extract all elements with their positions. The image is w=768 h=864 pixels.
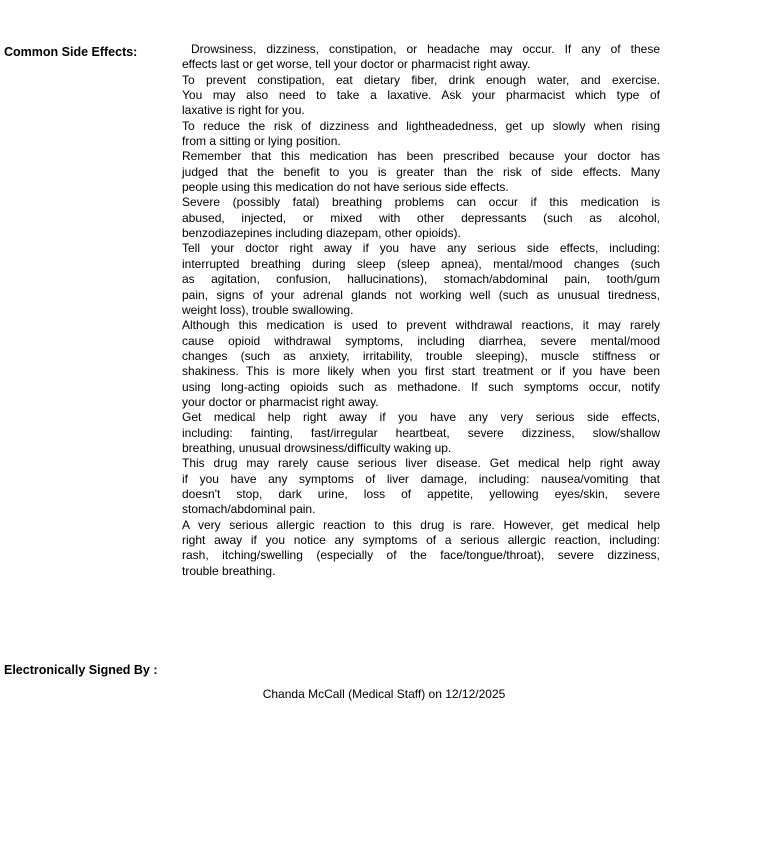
text-line: pain, signs of your adrenal glands not working well (such as unusual tiredness,	[182, 287, 660, 302]
text-line: if you have any symptoms of liver damage, including: nausea/vomiting that	[182, 471, 660, 486]
paragraph	[182, 456, 660, 517]
text-line: benzodiazepines including diazepam, other opioids).	[182, 226, 461, 241]
text-line: A very serious allergic reaction to this drug is rare. However, get medical help	[182, 517, 660, 532]
common-side-effects-label: Common Side Effects:	[4, 45, 138, 59]
text-line: cause opioid withdrawal symptoms, including diarrhea, severe mental/mood	[182, 333, 660, 348]
text-line: Severe (possibly fatal) breathing problems can occur if this medication is	[182, 195, 660, 210]
text-line: breathing, unusual drowsiness/difficulty waking up.	[182, 440, 452, 455]
text-line: including: fainting, fast/irregular heartbeat, severe dizziness, slow/shallow	[182, 425, 660, 440]
signature-value: Chanda McCall (Medical Staff) on 12/12/2025	[262, 687, 506, 701]
text-line: stomach/abdominal pain.	[182, 502, 316, 517]
text-line: right away if you notice any symptoms of a serious allergic reaction, including:	[182, 533, 660, 547]
text-line: To reduce the risk of dizziness and lightheadedness, get up slowly when rising	[182, 118, 660, 133]
text-line: Get medical help right away if you have any very serious side effects,	[182, 410, 660, 425]
text-line: your doctor or pharmacist right away.	[182, 394, 379, 409]
text-line: Drowsiness, dizziness, constipation, or headache may occur. If any of these	[191, 42, 660, 56]
text-line: judged that the benefit to you is greater than the risk of side effects. Many	[182, 164, 660, 179]
paragraph	[182, 241, 660, 318]
text-line: people using this medication do not have serious side effects.	[182, 180, 509, 195]
text-line: trouble breathing.	[182, 563, 276, 578]
text-line: shakiness. This is more likely when you first start treatment or if you have been	[182, 364, 660, 379]
text-line: Tell your doctor right away if you have any serious side effects, including:	[182, 241, 660, 256]
paragraph	[182, 73, 660, 119]
paragraph	[182, 518, 660, 579]
paragraph	[182, 318, 660, 410]
text-line: interrupted breathing during sleep (sleep apnea), mental/mood changes (such	[182, 256, 660, 271]
text-line: Although this medication is used to prevent withdrawal reactions, it may rarely	[182, 318, 660, 333]
paragraph	[182, 195, 660, 241]
text-line: rash, itching/swelling (especially of the face/tongue/throat), severe dizziness,	[182, 548, 660, 563]
text-line: abused, injected, or mixed with other depressants (such as alcohol,	[182, 210, 660, 225]
text-line: from a sitting or lying position.	[182, 134, 341, 149]
text-line: as agitation, confusion, hallucinations), stomach/abdominal pain, tooth/gum	[182, 272, 660, 287]
text-line: To prevent constipation, eat dietary fiber, drink enough water, and exercise.	[182, 72, 660, 87]
electronically-signed-by-label: Electronically Signed By :	[4, 663, 158, 677]
text-line: laxative is right for you.	[182, 103, 305, 118]
text-line: using long-acting opioids such as methadone. If such symptoms occur, notify	[182, 379, 660, 394]
text-line: effects last or get worse, tell your doctor or pharmacist right away.	[182, 57, 531, 72]
text-line: This drug may rarely cause serious liver disease. Get medical help right away	[182, 456, 660, 471]
text-line: doesn't stop, dark urine, loss of appetite, yellowing eyes/skin, severe	[182, 486, 660, 501]
side-effects-text	[182, 42, 660, 579]
text-line: changes (such as anxiety, irritability, trouble sleeping), muscle stiffness or	[182, 348, 660, 363]
paragraph	[182, 119, 660, 150]
text-line: Remember that this medication has been prescribed because your doctor has	[182, 149, 660, 164]
paragraph	[182, 42, 660, 73]
text-line: weight loss), trouble swallowing.	[182, 302, 354, 317]
paragraph	[182, 410, 660, 456]
text-line: You may also need to take a laxative. Ask your pharmacist which type of	[182, 88, 660, 103]
paragraph	[182, 149, 660, 195]
